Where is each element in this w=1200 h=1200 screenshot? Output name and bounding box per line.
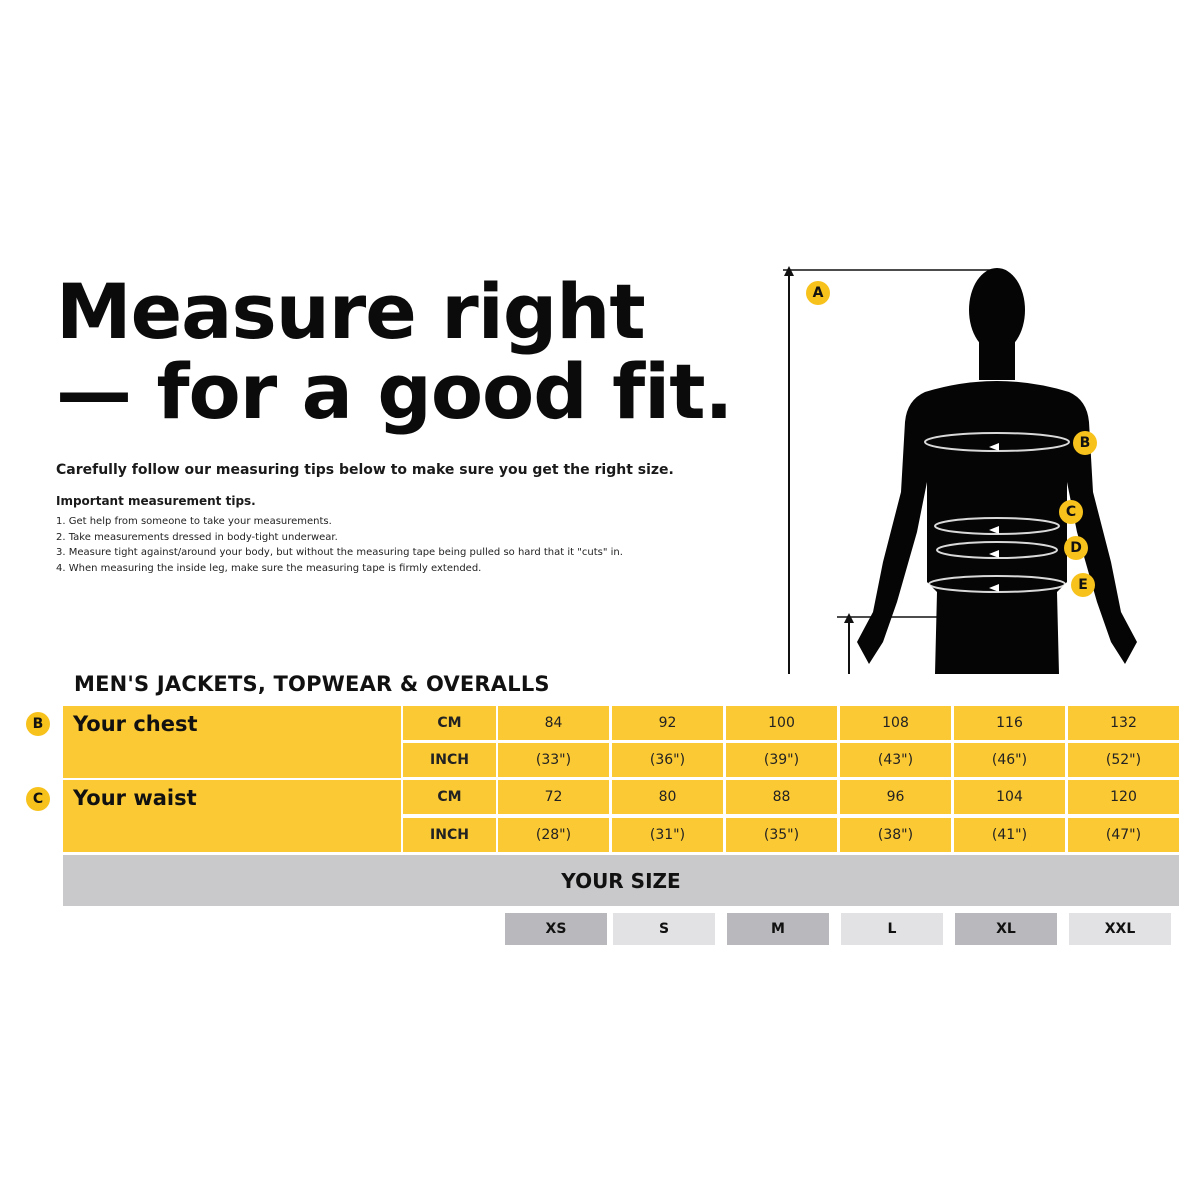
- headline-line-2: — for a good fit.: [56, 347, 733, 436]
- waist-label-cell: [63, 780, 401, 852]
- size-xs: XS: [505, 913, 607, 945]
- size-xl: XL: [955, 913, 1057, 945]
- tip-item: 4. When measuring the inside leg, make sure the measuring tape is firmly extended.: [56, 562, 482, 574]
- chest-cm-unit: CM: [403, 706, 496, 740]
- chest-inch-value: (39"): [726, 743, 837, 777]
- waist-inch-value: (38"): [840, 818, 951, 852]
- your-size-bar: YOUR SIZE: [63, 855, 1179, 906]
- waist-cm-value: 96: [840, 780, 951, 814]
- chest-inch-unit: INCH: [403, 743, 496, 777]
- chest-cm-value: 84: [498, 706, 609, 740]
- waist-inch-unit: INCH: [403, 818, 496, 852]
- waist-inch-value: (35"): [726, 818, 837, 852]
- tip-item: 2. Take measurements dressed in body-tight underwear.: [56, 531, 338, 543]
- tips-title: Important measurement tips.: [56, 494, 256, 508]
- size-l: L: [841, 913, 943, 945]
- tip-item: 3. Measure tight against/around your body, but without the measuring tape being pulled so hard that it "cuts" in.: [56, 547, 623, 558]
- chest-badge: B: [26, 712, 50, 736]
- tip-item: 1. Get help from someone to take your measurements.: [56, 516, 332, 527]
- waist-cm-value: 80: [612, 780, 723, 814]
- chest-cm-value: 116: [954, 706, 1065, 740]
- body-figure: [775, 262, 1175, 682]
- chest-inch-value: (36"): [612, 743, 723, 777]
- waist-cm-unit: CM: [403, 780, 496, 814]
- headline: [56, 267, 733, 436]
- waist-cm-value: 120: [1068, 780, 1179, 814]
- marker-c-badge: C: [1059, 500, 1083, 524]
- waist-cm-value: 88: [726, 780, 837, 814]
- body-silhouette-icon: [775, 262, 1175, 682]
- chest-cm-value: 132: [1068, 706, 1179, 740]
- marker-e-badge: E: [1071, 573, 1095, 597]
- chest-label: Your chest: [73, 712, 198, 736]
- waist-cm-value: 104: [954, 780, 1065, 814]
- marker-d-badge: D: [1064, 536, 1088, 560]
- chest-label-cell: [63, 706, 401, 778]
- waist-badge: C: [26, 787, 50, 811]
- tips-list: [56, 514, 623, 576]
- chest-cm-value: 108: [840, 706, 951, 740]
- chest-cm-value: 92: [612, 706, 723, 740]
- waist-inch-value: (47"): [1068, 818, 1179, 852]
- size-xxl: XXL: [1069, 913, 1171, 945]
- waist-cm-value: 72: [498, 780, 609, 814]
- intro-text: Carefully follow our measuring tips below to make sure you get the right size.: [56, 462, 674, 478]
- waist-inch-value: (31"): [612, 818, 723, 852]
- chest-cm-value: 100: [726, 706, 837, 740]
- size-chart-title: MEN'S JACKETS, TOPWEAR & OVERALLS: [74, 672, 550, 696]
- marker-a-badge: A: [806, 281, 830, 305]
- waist-label: Your waist: [73, 786, 197, 810]
- size-m: M: [727, 913, 829, 945]
- headline-line-1: Measure right: [56, 267, 645, 356]
- marker-b-badge: B: [1073, 431, 1097, 455]
- chest-inch-value: (43"): [840, 743, 951, 777]
- size-s: S: [613, 913, 715, 945]
- waist-inch-value: (41"): [954, 818, 1065, 852]
- chest-inch-value: (46"): [954, 743, 1065, 777]
- chest-inch-value: (33"): [498, 743, 609, 777]
- waist-inch-value: (28"): [498, 818, 609, 852]
- chest-inch-value: (52"): [1068, 743, 1179, 777]
